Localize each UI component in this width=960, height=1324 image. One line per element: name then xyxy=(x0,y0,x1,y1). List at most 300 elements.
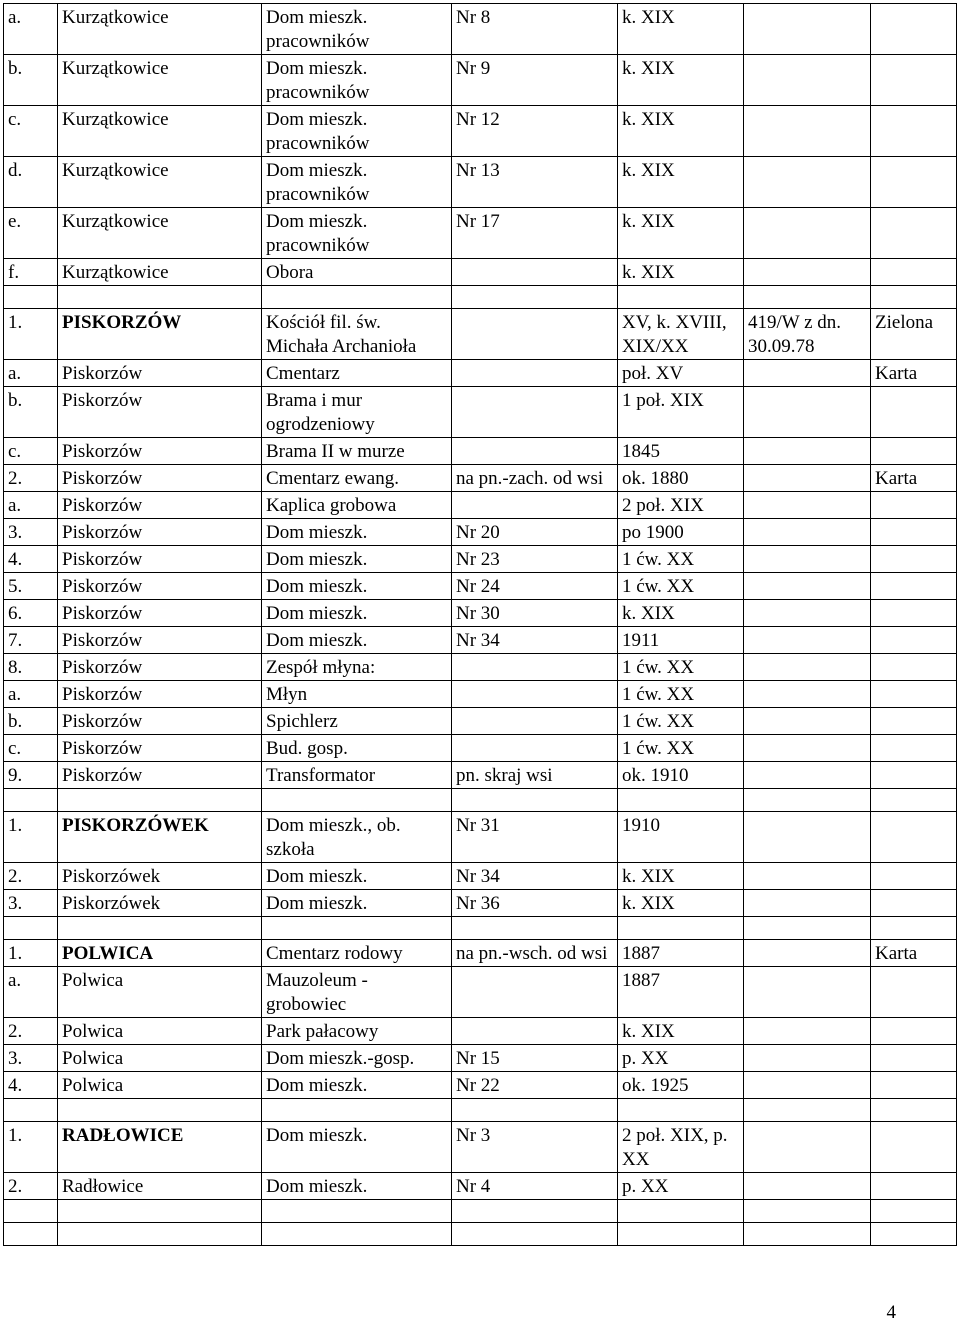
object-cell: Obora xyxy=(262,259,452,286)
empty-cell xyxy=(618,789,744,812)
empty-cell xyxy=(618,917,744,940)
dating-cell: k. XIX xyxy=(618,55,744,106)
item-number-cell: 3. xyxy=(4,1045,58,1072)
card-status-cell xyxy=(871,1018,957,1045)
locality-cell: Piskorzów xyxy=(58,438,262,465)
empty-cell xyxy=(871,1099,957,1122)
locality-cell: Piskorzów xyxy=(58,465,262,492)
address-cell: na pn.-wsch. od wsi xyxy=(452,940,618,967)
register-entry-cell xyxy=(744,890,871,917)
object-cell: Dom mieszk. xyxy=(262,573,452,600)
address-cell: na pn.-zach. od wsi xyxy=(452,465,618,492)
empty-cell xyxy=(262,1099,452,1122)
empty-cell xyxy=(4,917,58,940)
card-status-cell xyxy=(871,106,957,157)
register-entry-cell xyxy=(744,863,871,890)
address-cell: Nr 34 xyxy=(452,627,618,654)
address-cell: Nr 12 xyxy=(452,106,618,157)
table-row xyxy=(4,573,957,600)
locality-header-row xyxy=(4,1122,957,1173)
table-row xyxy=(4,708,957,735)
register-entry-cell xyxy=(744,735,871,762)
object-cell: Brama i mur ogrodzeniowy xyxy=(262,387,452,438)
address-cell xyxy=(452,1018,618,1045)
table-row xyxy=(4,1045,957,1072)
object-cell: Dom mieszk. xyxy=(262,627,452,654)
locality-cell: Radłowice xyxy=(58,1173,262,1200)
dating-cell: k. XIX xyxy=(618,890,744,917)
address-cell: Nr 20 xyxy=(452,519,618,546)
card-status-cell xyxy=(871,600,957,627)
empty-cell xyxy=(262,1200,452,1223)
object-cell: Dom mieszk.-gosp. xyxy=(262,1045,452,1072)
empty-cell xyxy=(262,1223,452,1246)
card-status-cell xyxy=(871,1045,957,1072)
object-cell: Dom mieszk. xyxy=(262,890,452,917)
empty-cell xyxy=(262,286,452,309)
empty-cell xyxy=(618,286,744,309)
register-entry-cell xyxy=(744,387,871,438)
card-status-cell xyxy=(871,708,957,735)
address-cell: Nr 36 xyxy=(452,890,618,917)
empty-cell xyxy=(58,789,262,812)
address-cell xyxy=(452,492,618,519)
object-cell: Brama II w murze xyxy=(262,438,452,465)
spacer-row xyxy=(4,917,957,940)
card-status-cell xyxy=(871,259,957,286)
address-cell: Nr 9 xyxy=(452,55,618,106)
dating-cell: XV, k. XVIII, XIX/XX xyxy=(618,309,744,360)
table-row xyxy=(4,1173,957,1200)
address-cell: Nr 23 xyxy=(452,546,618,573)
register-entry-cell xyxy=(744,1018,871,1045)
address-cell xyxy=(452,681,618,708)
dating-cell: 1 ćw. XX xyxy=(618,708,744,735)
register-entry-cell xyxy=(744,55,871,106)
dating-cell: k. XIX xyxy=(618,1018,744,1045)
empty-cell xyxy=(744,1200,871,1223)
object-cell: Bud. gosp. xyxy=(262,735,452,762)
address-cell: Nr 4 xyxy=(452,1173,618,1200)
card-status-cell xyxy=(871,762,957,789)
register-entry-cell xyxy=(744,600,871,627)
card-status-cell xyxy=(871,627,957,654)
item-number-cell: 2. xyxy=(4,863,58,890)
item-number-cell: a. xyxy=(4,492,58,519)
locality-cell: Piskorzów xyxy=(58,654,262,681)
table-row xyxy=(4,360,957,387)
object-cell: Dom mieszk. pracowników xyxy=(262,157,452,208)
item-number-cell: a. xyxy=(4,360,58,387)
object-cell: Dom mieszk. pracowników xyxy=(262,55,452,106)
empty-cell xyxy=(452,789,618,812)
empty-cell xyxy=(744,1223,871,1246)
locality-cell: Piskorzówek xyxy=(58,863,262,890)
object-cell: Dom mieszk. xyxy=(262,863,452,890)
item-number-cell: c. xyxy=(4,106,58,157)
register-entry-cell xyxy=(744,519,871,546)
table-row xyxy=(4,654,957,681)
card-status-cell xyxy=(871,1072,957,1099)
empty-cell xyxy=(262,789,452,812)
locality-cell: Kurzątkowice xyxy=(58,157,262,208)
table-row xyxy=(4,4,957,55)
address-cell xyxy=(452,309,618,360)
dating-cell: k. XIX xyxy=(618,863,744,890)
item-number-cell: 7. xyxy=(4,627,58,654)
empty-cell xyxy=(58,286,262,309)
address-cell xyxy=(452,259,618,286)
empty-cell xyxy=(744,286,871,309)
locality-cell: Kurzątkowice xyxy=(58,106,262,157)
register-entry-cell xyxy=(744,1122,871,1173)
table-row xyxy=(4,106,957,157)
table-row xyxy=(4,863,957,890)
table-row xyxy=(4,492,957,519)
card-status-cell: Karta xyxy=(871,940,957,967)
object-cell: Dom mieszk. xyxy=(262,519,452,546)
item-number-cell: e. xyxy=(4,208,58,259)
object-cell: Kościół fil. św. Michała Archanioła xyxy=(262,309,452,360)
address-cell xyxy=(452,438,618,465)
object-cell: Mauzoleum - grobowiec xyxy=(262,967,452,1018)
card-status-cell xyxy=(871,1173,957,1200)
register-entry-cell xyxy=(744,1173,871,1200)
locality-cell: PISKORZÓW xyxy=(58,309,262,360)
object-cell: Dom mieszk. xyxy=(262,600,452,627)
object-cell: Spichlerz xyxy=(262,708,452,735)
dating-cell: k. XIX xyxy=(618,4,744,55)
address-cell: pn. skraj wsi xyxy=(452,762,618,789)
card-status-cell xyxy=(871,208,957,259)
register-entry-cell xyxy=(744,762,871,789)
object-cell: Transformator xyxy=(262,762,452,789)
locality-cell: Polwica xyxy=(58,1045,262,1072)
register-entry-cell xyxy=(744,106,871,157)
item-number-cell: a. xyxy=(4,681,58,708)
register-entry-cell xyxy=(744,438,871,465)
empty-cell xyxy=(452,1223,618,1246)
card-status-cell xyxy=(871,157,957,208)
card-status-cell xyxy=(871,573,957,600)
address-cell: Nr 8 xyxy=(452,4,618,55)
table-row xyxy=(4,519,957,546)
card-status-cell xyxy=(871,519,957,546)
item-number-cell: 2. xyxy=(4,1018,58,1045)
register-entry-cell xyxy=(744,157,871,208)
dating-cell: k. XIX xyxy=(618,157,744,208)
register-entry-cell xyxy=(744,360,871,387)
empty-cell xyxy=(4,1200,58,1223)
empty-cell xyxy=(58,917,262,940)
item-number-cell: 4. xyxy=(4,1072,58,1099)
card-status-cell xyxy=(871,890,957,917)
dating-cell: 1887 xyxy=(618,940,744,967)
address-cell: Nr 15 xyxy=(452,1045,618,1072)
item-number-cell: 2. xyxy=(4,465,58,492)
empty-cell xyxy=(871,1200,957,1223)
object-cell: Kaplica grobowa xyxy=(262,492,452,519)
locality-cell: Piskorzów xyxy=(58,735,262,762)
card-status-cell xyxy=(871,438,957,465)
dating-cell: 2 poł. XIX, p. XX xyxy=(618,1122,744,1173)
table-row xyxy=(4,967,957,1018)
object-cell: Dom mieszk., ob. szkoła xyxy=(262,812,452,863)
dating-cell: 1845 xyxy=(618,438,744,465)
dating-cell: 2 poł. XIX xyxy=(618,492,744,519)
locality-cell: Kurzątkowice xyxy=(58,259,262,286)
card-status-cell xyxy=(871,735,957,762)
address-cell xyxy=(452,387,618,438)
dating-cell: 1887 xyxy=(618,967,744,1018)
empty-cell xyxy=(744,789,871,812)
table-row xyxy=(4,546,957,573)
table-row xyxy=(4,55,957,106)
item-number-cell: c. xyxy=(4,438,58,465)
address-cell xyxy=(452,735,618,762)
object-cell: Dom mieszk. pracowników xyxy=(262,4,452,55)
card-status-cell: Zielona xyxy=(871,309,957,360)
card-status-cell xyxy=(871,546,957,573)
dating-cell: 1 ćw. XX xyxy=(618,546,744,573)
dating-cell: 1 ćw. XX xyxy=(618,573,744,600)
address-cell: Nr 3 xyxy=(452,1122,618,1173)
dating-cell: ok. 1880 xyxy=(618,465,744,492)
monument-register-table xyxy=(3,3,957,1246)
dating-cell: k. XIX xyxy=(618,208,744,259)
object-cell: Dom mieszk. xyxy=(262,1072,452,1099)
dating-cell: po 1900 xyxy=(618,519,744,546)
card-status-cell: Karta xyxy=(871,465,957,492)
card-status-cell xyxy=(871,4,957,55)
item-number-cell: 1. xyxy=(4,940,58,967)
locality-header-row xyxy=(4,940,957,967)
register-entry-cell xyxy=(744,465,871,492)
empty-cell xyxy=(452,1099,618,1122)
dating-cell: 1 ćw. XX xyxy=(618,654,744,681)
card-status-cell xyxy=(871,967,957,1018)
item-number-cell: 1. xyxy=(4,1122,58,1173)
spacer-row xyxy=(4,789,957,812)
table-row xyxy=(4,208,957,259)
address-cell: Nr 17 xyxy=(452,208,618,259)
object-cell: Park pałacowy xyxy=(262,1018,452,1045)
object-cell: Cmentarz xyxy=(262,360,452,387)
empty-cell xyxy=(871,917,957,940)
locality-cell: Piskorzów xyxy=(58,627,262,654)
spacer-row xyxy=(4,286,957,309)
item-number-cell: 9. xyxy=(4,762,58,789)
locality-cell: Polwica xyxy=(58,1018,262,1045)
item-number-cell: 1. xyxy=(4,812,58,863)
address-cell xyxy=(452,967,618,1018)
register-entry-cell xyxy=(744,259,871,286)
dating-cell: poł. XV xyxy=(618,360,744,387)
address-cell xyxy=(452,708,618,735)
item-number-cell: 8. xyxy=(4,654,58,681)
register-entry-cell xyxy=(744,4,871,55)
dating-cell: 1911 xyxy=(618,627,744,654)
empty-cell xyxy=(4,789,58,812)
register-entry-cell xyxy=(744,573,871,600)
card-status-cell xyxy=(871,812,957,863)
locality-cell: Piskorzów xyxy=(58,762,262,789)
item-number-cell: d. xyxy=(4,157,58,208)
empty-cell xyxy=(871,789,957,812)
address-cell: Nr 13 xyxy=(452,157,618,208)
locality-cell: Piskorzów xyxy=(58,708,262,735)
address-cell xyxy=(452,360,618,387)
locality-header-row xyxy=(4,309,957,360)
dating-cell: 1 poł. XIX xyxy=(618,387,744,438)
locality-cell: Kurzątkowice xyxy=(58,55,262,106)
dating-cell: k. XIX xyxy=(618,106,744,157)
card-status-cell xyxy=(871,1122,957,1173)
object-cell: Zespół młyna: xyxy=(262,654,452,681)
item-number-cell: b. xyxy=(4,708,58,735)
table-row xyxy=(4,1072,957,1099)
empty-cell xyxy=(58,1099,262,1122)
table-row xyxy=(4,387,957,438)
register-entry-cell xyxy=(744,940,871,967)
register-entry-cell xyxy=(744,492,871,519)
card-status-cell xyxy=(871,863,957,890)
card-status-cell: Karta xyxy=(871,360,957,387)
table-row xyxy=(4,600,957,627)
locality-cell: Piskorzów xyxy=(58,681,262,708)
item-number-cell: 3. xyxy=(4,890,58,917)
locality-cell: Polwica xyxy=(58,967,262,1018)
register-entry-cell xyxy=(744,208,871,259)
card-status-cell xyxy=(871,387,957,438)
locality-cell: Piskorzówek xyxy=(58,890,262,917)
register-entry-cell xyxy=(744,627,871,654)
object-cell: Cmentarz ewang. xyxy=(262,465,452,492)
dating-cell: ok. 1925 xyxy=(618,1072,744,1099)
locality-cell: POLWICA xyxy=(58,940,262,967)
object-cell: Dom mieszk. pracowników xyxy=(262,208,452,259)
empty-cell xyxy=(744,1099,871,1122)
register-entry-cell xyxy=(744,1072,871,1099)
item-number-cell: f. xyxy=(4,259,58,286)
table-row xyxy=(4,681,957,708)
item-number-cell: 5. xyxy=(4,573,58,600)
empty-cell xyxy=(618,1099,744,1122)
empty-cell xyxy=(58,1223,262,1246)
empty-cell xyxy=(4,1099,58,1122)
dating-cell: ok. 1910 xyxy=(618,762,744,789)
dating-cell: p. XX xyxy=(618,1173,744,1200)
spacer-row xyxy=(4,1099,957,1122)
item-number-cell: 2. xyxy=(4,1173,58,1200)
empty-cell xyxy=(871,286,957,309)
dating-cell: k. XIX xyxy=(618,600,744,627)
table-row xyxy=(4,259,957,286)
register-entry-cell xyxy=(744,708,871,735)
table-row xyxy=(4,157,957,208)
dating-cell: k. XIX xyxy=(618,259,744,286)
locality-cell: Kurzątkowice xyxy=(58,4,262,55)
locality-cell: Piskorzów xyxy=(58,573,262,600)
item-number-cell: 3. xyxy=(4,519,58,546)
locality-cell: RADŁOWICE xyxy=(58,1122,262,1173)
locality-cell: Piskorzów xyxy=(58,360,262,387)
object-cell: Cmentarz rodowy xyxy=(262,940,452,967)
locality-cell: Kurzątkowice xyxy=(58,208,262,259)
locality-cell: Piskorzów xyxy=(58,546,262,573)
item-number-cell: a. xyxy=(4,4,58,55)
table-row xyxy=(4,438,957,465)
empty-cell xyxy=(452,1200,618,1223)
empty-cell xyxy=(871,1223,957,1246)
table-row xyxy=(4,465,957,492)
address-cell: Nr 31 xyxy=(452,812,618,863)
item-number-cell: b. xyxy=(4,387,58,438)
table-row xyxy=(4,1018,957,1045)
object-cell: Dom mieszk. xyxy=(262,1173,452,1200)
address-cell: Nr 24 xyxy=(452,573,618,600)
object-cell: Dom mieszk. xyxy=(262,546,452,573)
locality-cell: Piskorzów xyxy=(58,387,262,438)
address-cell xyxy=(452,654,618,681)
empty-cell xyxy=(618,1223,744,1246)
register-entry-cell xyxy=(744,546,871,573)
register-entry-cell xyxy=(744,812,871,863)
address-cell: Nr 34 xyxy=(452,863,618,890)
empty-cell xyxy=(618,1200,744,1223)
register-entry-cell xyxy=(744,967,871,1018)
item-number-cell: c. xyxy=(4,735,58,762)
table-row xyxy=(4,890,957,917)
address-cell: Nr 30 xyxy=(452,600,618,627)
locality-header-row xyxy=(4,812,957,863)
card-status-cell xyxy=(871,654,957,681)
card-status-cell xyxy=(871,55,957,106)
locality-cell: Piskorzów xyxy=(58,600,262,627)
address-cell: Nr 22 xyxy=(452,1072,618,1099)
locality-cell: Piskorzów xyxy=(58,519,262,546)
card-status-cell xyxy=(871,492,957,519)
empty-cell xyxy=(262,917,452,940)
empty-cell xyxy=(452,286,618,309)
register-entry-cell xyxy=(744,1045,871,1072)
item-number-cell: 4. xyxy=(4,546,58,573)
spacer-row xyxy=(4,1200,957,1223)
table-row xyxy=(4,762,957,789)
dating-cell: p. XX xyxy=(618,1045,744,1072)
empty-cell xyxy=(4,1223,58,1246)
empty-cell xyxy=(58,1200,262,1223)
table-row xyxy=(4,735,957,762)
table-row xyxy=(4,627,957,654)
page-number: 4 xyxy=(886,1302,896,1323)
register-body xyxy=(4,4,957,1246)
spacer-row xyxy=(4,1223,957,1246)
empty-cell xyxy=(744,917,871,940)
register-entry-cell xyxy=(744,681,871,708)
item-number-cell: b. xyxy=(4,55,58,106)
dating-cell: 1 ćw. XX xyxy=(618,735,744,762)
empty-cell xyxy=(4,286,58,309)
locality-cell: Piskorzów xyxy=(58,492,262,519)
register-entry-cell xyxy=(744,654,871,681)
register-entry-cell: 419/W z dn. 30.09.78 xyxy=(744,309,871,360)
locality-cell: Polwica xyxy=(58,1072,262,1099)
item-number-cell: 1. xyxy=(4,309,58,360)
dating-cell: 1910 xyxy=(618,812,744,863)
item-number-cell: 6. xyxy=(4,600,58,627)
object-cell: Dom mieszk. pracowników xyxy=(262,106,452,157)
